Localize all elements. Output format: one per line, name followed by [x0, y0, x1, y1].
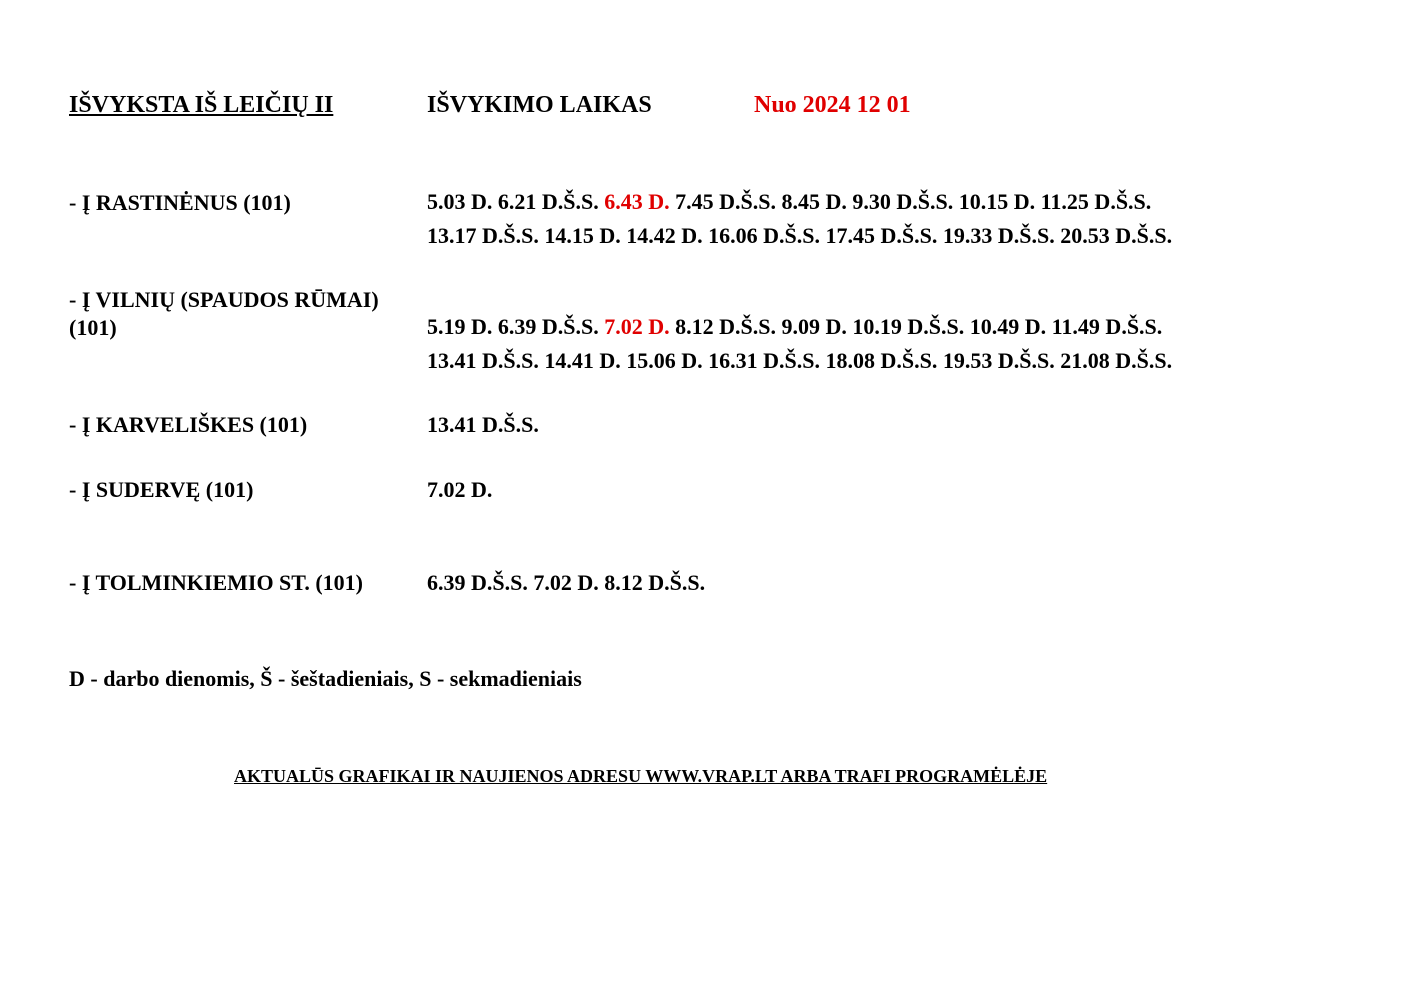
time-line [427, 219, 1172, 253]
departure-time: 16.31 D.Š.S. [708, 348, 820, 373]
departure-time: 9.30 D.Š.S. [852, 189, 954, 214]
time-line [427, 185, 1172, 219]
departure-time: 8.45 D. [781, 189, 847, 214]
departure-time: 13.41 D.Š.S. [427, 348, 539, 373]
departure-time-heading: IŠVYKIMO LAIKAS [427, 92, 652, 118]
departure-time: 6.39 D.Š.S. [497, 314, 599, 339]
departure-time-highlighted: 7.02 D. [604, 314, 670, 339]
route-name-rastinenus: - Į RASTINĖNUS (101) [69, 190, 291, 215]
route-times-suderve [427, 473, 492, 507]
departure-time: 10.19 D.Š.S. [852, 314, 965, 339]
departure-time: 13.17 D.Š.S. [427, 223, 539, 248]
departure-time: 5.19 D. [427, 314, 493, 339]
route-times-tolminkiemio [427, 566, 705, 600]
route-name-vilniu [69, 286, 379, 342]
departure-time: 11.49 D.Š.S. [1051, 314, 1163, 339]
departure-time: 5.03 D. [427, 189, 493, 214]
departure-time: 14.41 D. [544, 348, 621, 373]
time-line [427, 473, 492, 507]
departure-time-highlighted: 6.43 D. [604, 189, 670, 214]
departure-time: 15.06 D. [626, 348, 703, 373]
departure-time: 7.02 D. [427, 477, 493, 502]
departure-time: 19.33 D.Š.S. [942, 223, 1055, 248]
departure-time: 6.21 D.Š.S. [497, 189, 599, 214]
route-times-karveliskes [427, 408, 539, 442]
route-name-karveliskes: - Į KARVELIŠKES (101) [69, 412, 308, 437]
route-times-vilniu [427, 310, 1172, 378]
departure-time: 13.41 D.Š.S. [427, 412, 539, 437]
departure-time: 16.06 D.Š.S. [708, 223, 820, 248]
time-line [427, 408, 539, 442]
departure-time: 19.53 D.Š.S. [942, 348, 1055, 373]
departure-time: 10.49 D. [969, 314, 1047, 339]
departure-time: 14.15 D. [544, 223, 621, 248]
departure-time: 11.25 D.Š.S. [1040, 189, 1152, 214]
departure-time: 7.02 D. [533, 570, 599, 595]
time-line [427, 344, 1172, 378]
departure-time: 17.45 D.Š.S. [825, 223, 938, 248]
route-name-tolminkiemio: - Į TOLMINKIEMIO ST. (101) [69, 570, 363, 595]
time-line [427, 310, 1172, 344]
route-name-vilniu-line2: (101) [69, 315, 117, 340]
departure-time: 9.09 D. [781, 314, 847, 339]
departure-time: 20.53 D.Š.S. [1060, 223, 1173, 248]
departure-time: 7.45 D.Š.S. [675, 189, 776, 214]
departure-time: 8.12 D.Š.S. [604, 570, 706, 595]
departure-time: 18.08 D.Š.S. [825, 348, 938, 373]
departure-origin-heading: IŠVYKSTA IŠ LEIČIŲ II [69, 92, 334, 118]
time-line [427, 566, 705, 600]
legend-text: D - darbo dienomis, Š - šeštadieniais, S - sekmadieniais [69, 666, 582, 691]
route-name-suderve: - Į SUDERVĘ (101) [69, 477, 254, 502]
departure-time: 10.15 D. [958, 189, 1036, 214]
departure-time: 6.39 D.Š.S. [427, 570, 528, 595]
departure-time: 21.08 D.Š.S. [1060, 348, 1173, 373]
departure-time: 14.42 D. [626, 223, 703, 248]
route-times-rastinenus [427, 185, 1172, 253]
route-name-vilniu-line1: - Į VILNIŲ (SPAUDOS RŪMAI) [69, 287, 379, 312]
departure-time: 8.12 D.Š.S. [675, 314, 776, 339]
valid-from-date: Nuo 2024 12 01 [754, 92, 911, 118]
footer-notice: AKTUALŪS GRAFIKAI IR NAUJIENOS ADRESU WWW.VRAP.LT ARBA TRAFI PROGRAMĖLĖJE [234, 766, 1048, 786]
